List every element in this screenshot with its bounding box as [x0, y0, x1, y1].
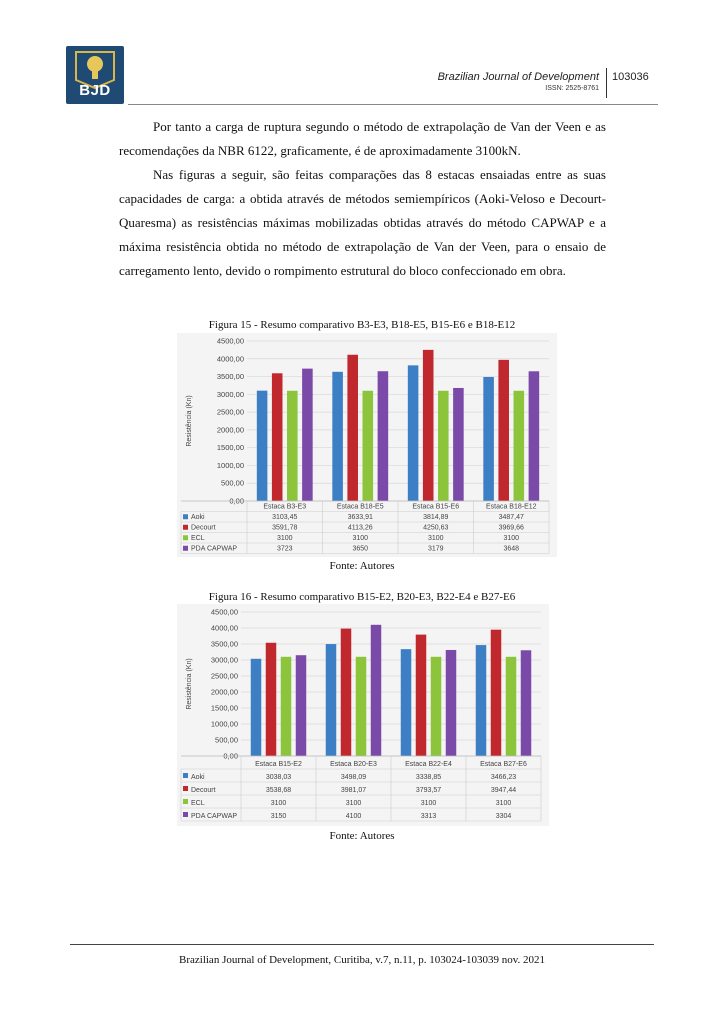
- footer-rule: [70, 944, 654, 945]
- data-label: 3313: [420, 813, 437, 820]
- bar-ecl: [514, 391, 525, 501]
- y-tick-label: 4500,00: [216, 336, 244, 346]
- y-tick-label: 3500,00: [210, 639, 238, 649]
- y-tick-label: 3000,00: [210, 655, 238, 665]
- legend-label: Aoki: [191, 774, 205, 781]
- data-label: 3150: [270, 813, 287, 820]
- legend-label: Aoki: [191, 514, 205, 521]
- bar-pda-capwap: [446, 650, 457, 756]
- data-label: 3648: [503, 545, 520, 553]
- logo-text: BJD: [79, 82, 111, 99]
- bar-aoki: [332, 372, 343, 501]
- legend-label: PDA CAPWAP: [191, 545, 238, 553]
- legend-swatch: [183, 799, 188, 804]
- bar-pda-capwap: [378, 371, 389, 501]
- bar-pda-capwap: [296, 655, 307, 756]
- data-label: 4100: [345, 813, 362, 820]
- y-tick-label: 4000,00: [210, 623, 238, 633]
- data-label: 3179: [427, 545, 444, 553]
- paragraph-1: Por tanto a carga de ruptura segundo o método de extrapolação de Van der Veen e as recomendações da NBR 6122, graficamente, é de aproximadamente 3100kN.: [119, 119, 606, 158]
- category-label: Estaca B3-E3: [263, 503, 307, 511]
- y-tick-label: 1500,00: [216, 443, 244, 453]
- y-tick-label: 1000,00: [210, 719, 238, 729]
- bar-ecl: [438, 391, 449, 501]
- figure-16-svg: [177, 604, 549, 826]
- bar-decourt: [498, 360, 509, 501]
- category-label: Estaca B27-E6: [480, 761, 527, 768]
- bar-ecl: [431, 657, 442, 756]
- data-label: 3723: [276, 545, 293, 553]
- header-rule: [128, 104, 658, 105]
- bar-aoki: [483, 377, 494, 501]
- bar-pda-capwap: [302, 369, 313, 501]
- data-label: 3100: [270, 800, 287, 807]
- journal-header: [438, 71, 599, 92]
- data-label: 3100: [420, 800, 437, 807]
- y-axis-label: Resistência (Kn): [186, 395, 193, 447]
- data-label: 3814,89: [423, 514, 449, 521]
- bar-pda-capwap: [529, 371, 540, 501]
- legend-swatch: [183, 514, 188, 519]
- legend-label: ECL: [191, 800, 205, 807]
- bar-decourt: [491, 630, 502, 756]
- data-label: 3100: [345, 800, 362, 807]
- bar-decourt: [266, 643, 277, 756]
- bar-pda-capwap: [371, 625, 382, 756]
- data-label: 3947,44: [490, 787, 517, 794]
- journal-logo: [66, 46, 124, 104]
- legend-label: Decourt: [191, 524, 216, 532]
- data-label: 3538,68: [265, 787, 292, 794]
- figure-16-caption: Figura 16 - Resumo comparativo B15-E2, B20-E3, B22-E4 e B27-E6: [208, 591, 516, 603]
- data-label: 3591,78: [272, 524, 298, 532]
- y-tick-label: 2500,00: [210, 671, 238, 681]
- data-label: 3304: [495, 813, 512, 820]
- bar-decourt: [347, 355, 358, 501]
- data-label: 3100: [495, 800, 512, 807]
- bar-aoki: [251, 659, 262, 756]
- legend-label: PDA CAPWAP: [191, 813, 238, 820]
- figure-15-chart: [177, 333, 557, 557]
- category-label: Estaca B18-E12: [485, 503, 537, 511]
- data-label: 3487,47: [498, 514, 524, 521]
- data-label: 3969,66: [498, 524, 524, 532]
- bar-ecl: [363, 391, 374, 501]
- journal-issn: ISSN: 2525-8761: [545, 85, 599, 92]
- figure-15-source: Fonte: Autores: [329, 560, 395, 572]
- figure-16-chart: [177, 604, 549, 826]
- y-tick-label: 3500,00: [216, 372, 244, 382]
- bar-pda-capwap: [521, 650, 532, 756]
- page-footer: Brazilian Journal of Development, Curitiba, v.7, n.11, p. 103024-103039 nov. 2021: [179, 954, 545, 966]
- data-label: 3633,91: [347, 514, 373, 521]
- category-label: Estaca B18-E5: [336, 503, 384, 511]
- y-tick-label: 1500,00: [210, 703, 238, 713]
- y-tick-label: 2000,00: [210, 687, 238, 697]
- bar-aoki: [408, 365, 419, 501]
- data-label: 4250,63: [423, 524, 449, 532]
- body-text: [119, 115, 606, 283]
- y-tick-label: 3000,00: [216, 389, 244, 399]
- legend-label: Decourt: [191, 787, 216, 794]
- y-tick-label: 0,00: [229, 496, 244, 506]
- bar-pda-capwap: [453, 388, 464, 501]
- data-label: 3981,07: [340, 787, 367, 794]
- category-label: Estaca B15-E2: [255, 761, 302, 768]
- y-tick-label: 500,00: [215, 735, 238, 745]
- category-label: Estaca B15-E6: [412, 503, 460, 511]
- bar-aoki: [326, 644, 337, 756]
- bar-ecl: [506, 657, 517, 756]
- data-label: 3100: [503, 535, 520, 542]
- data-label: 3650: [352, 545, 369, 553]
- bar-aoki: [476, 645, 487, 756]
- bar-ecl: [287, 391, 298, 501]
- legend-swatch: [183, 535, 188, 540]
- bar-decourt: [341, 629, 352, 756]
- y-tick-label: 4000,00: [216, 354, 244, 364]
- data-label: 3100: [427, 535, 444, 542]
- bar-decourt: [416, 635, 427, 756]
- data-label: 3100: [276, 535, 293, 542]
- page-number: 103036: [612, 71, 649, 83]
- y-tick-label: 0,00: [223, 751, 238, 761]
- y-tick-label: 2500,00: [216, 407, 244, 417]
- bar-decourt: [423, 350, 434, 501]
- bar-ecl: [281, 657, 292, 756]
- journal-name: Brazilian Journal of Development: [437, 71, 599, 83]
- legend-swatch: [183, 546, 188, 551]
- bar-aoki: [257, 391, 268, 501]
- data-label: 3793,57: [415, 787, 442, 794]
- data-label: 3100: [352, 535, 369, 542]
- y-tick-label: 2000,00: [216, 425, 244, 435]
- bar-ecl: [356, 657, 367, 756]
- data-label: 3338,85: [415, 774, 442, 781]
- y-tick-label: 1000,00: [216, 460, 244, 470]
- data-label: 3103,45: [272, 514, 298, 521]
- data-label: 3038,03: [265, 774, 292, 781]
- legend-swatch: [183, 525, 188, 530]
- legend-swatch: [183, 786, 188, 791]
- y-tick-label: 500,00: [221, 478, 244, 488]
- figure-16-source: Fonte: Autores: [329, 830, 395, 842]
- data-label: 3498,09: [340, 774, 367, 781]
- category-label: Estaca B20-E3: [330, 761, 377, 768]
- figure-15-caption: Figura 15 - Resumo comparativo B3-E3, B18-E5, B15-E6 e B18-E12: [208, 319, 516, 331]
- bar-decourt: [272, 373, 283, 501]
- legend-label: ECL: [191, 535, 205, 542]
- legend-swatch: [183, 773, 188, 778]
- category-label: Estaca B22-E4: [405, 761, 452, 768]
- bar-aoki: [401, 649, 412, 756]
- data-label: 4113,26: [347, 524, 373, 532]
- paragraph-2: Nas figuras a seguir, são feitas comparações das 8 estacas ensaiadas entre as suas capacidades de carga: a obtida através de métodos semiempíricos (Aoki-Veloso e Decourt-Quaresma) as resistências máximas mobilizadas obtidas através do método CAPWAP e a máxima resistência obtida no método de extrapolação de Van der Veen, para o ensaio de carregamento lento, devido o rompimento estrutural do bloco confeccionado em obra.: [119, 167, 606, 278]
- figure-15-svg: [177, 333, 557, 557]
- header-divider: [606, 68, 607, 98]
- y-axis-label: Resistência (Kn): [186, 658, 193, 710]
- y-tick-label: 4500,00: [210, 607, 238, 617]
- data-label: 3466,23: [490, 774, 517, 781]
- legend-swatch: [183, 812, 188, 817]
